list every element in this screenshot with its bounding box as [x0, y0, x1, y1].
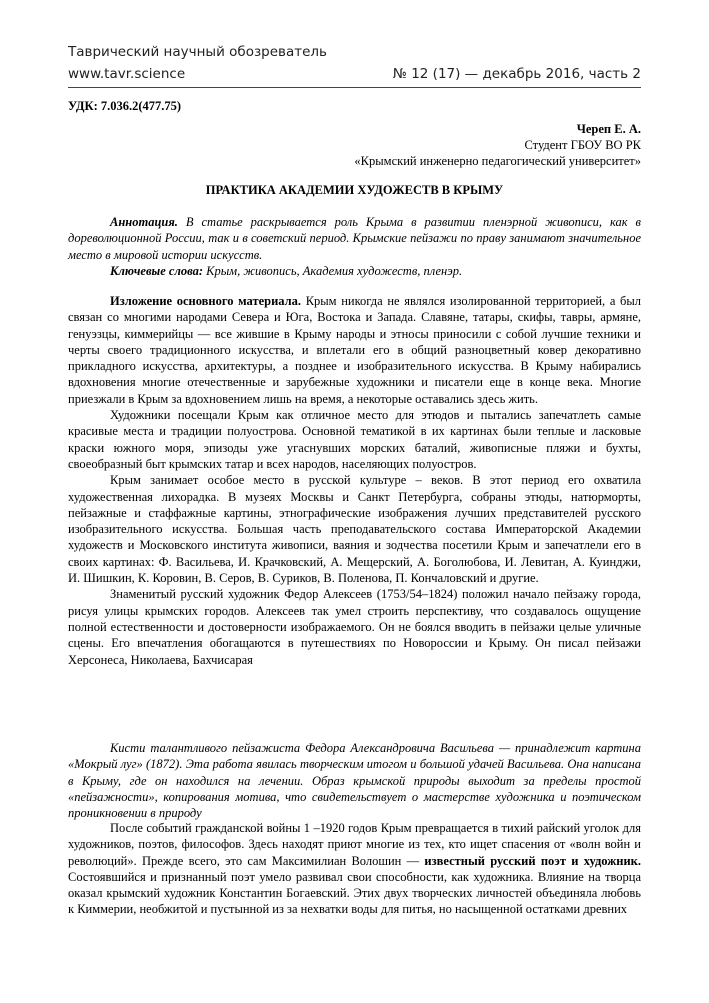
paragraph-2: Художники посещали Крым как отличное место для этюдов и пытались запечатлеть самые красивые места и традиции полуострова. Основной тематикой в их картинах были теплые и ласковые краски южного моря, эпизоды уже угаснувших морских баталий, живописные пляжи и бухты, своеобразный быт крымских татар и всех народов, населяющих полуостров.	[68, 408, 641, 471]
abstract-block	[68, 214, 641, 279]
italic-passage	[68, 740, 641, 821]
article-title: ПРАКТИКА АКАДЕМИИ ХУДОЖЕСТВ В КРЫМУ	[205, 183, 504, 197]
passage-text: Кисти талантливого пейзажиста Федора Александровича Васильева — принадлежит картина «Мокрый луг» (1872). Эта работа явилась творческим итогом и большой удачей Васильева. Она написана в Крыму, где он находился на лечении. Образ крымской природы выходит за пределы простой «пейзажности», копирования мотива, что свидетельствует о мастерстве художника и поэтическом проникновении в природу	[68, 741, 641, 821]
keywords-label: Ключевые слова:	[110, 263, 204, 278]
author-name: Череп Е. А.	[576, 122, 641, 136]
author-block	[354, 121, 641, 169]
paragraph-1: Крым никогда не являлся изолированной территорией, а был связан со многими народами Севера и Юга, Востока и Запада. Славяне, татары, скифы, тавры, армяне, генуэзцы, киммерийцы — все жившие в Крыму народы и этносы приносили с собой лучшие техники и черты своего традиционного искусства, и вплетали его в общий разноцветный ковер декоративно прикладного искусства, архитектуры, а позднее и изобразительного искусства. В Крыму набирались вдохновения многие отечественные и зарубежные художники и писатели еще в конце века. Многие приезжали в Крым за вдохновением лишь на время, а некоторые оставались здесь жить.	[68, 294, 641, 406]
issue-info: № 12 (17) — декабрь 2016, часть 2	[392, 66, 641, 82]
author-affiliation: «Крымский инженерно педагогический университет»	[354, 154, 641, 168]
abstract-label: Аннотация.	[110, 215, 178, 229]
section-heading: Изложение основного материала.	[110, 294, 302, 308]
paragraph-4: Знаменитый русский художник Федор Алексеев (1753/54–1824) положил начало пейзажу города, рисуя улицы крымских городов. Алексеев так умел строить перспективу, что создавалось ощущение полной естественности и достоверности изображаемого. Он не боялся вводить в пейзажи целые уличные сцены. Его впечатления обогащаются в путешествиях по Новороссии и Крыму. Он писал пейзажи Херсонеса, Николаева, Бахчисарая	[68, 587, 641, 667]
udk-code: УДК: 7.036.2(477.75)	[68, 99, 182, 113]
body-continued	[68, 820, 641, 918]
abstract-text: В статье раскрывается роль Крыма в развитии пленэрной живописи, как в дореволюционной России, так и в советский период. Крымские пейзажи по праву занимают значительное место в мировой истории искусств.	[68, 215, 641, 262]
header-divider	[68, 87, 641, 88]
author-position: Студент ГБОУ ВО РК	[524, 138, 641, 152]
paragraph-5-bold: известный русский поэт и художник.	[424, 853, 641, 868]
journal-url[interactable]: www.tavr.science	[68, 66, 186, 82]
paragraph-5-start: После событий гражданской войны 1 –1920 годов Крым превращается в тихий райский уголок для художников, поэтов, философов. Здесь находят приют многие из тех, кто ищет спасения от «волн войн и революций». Прежде всего, это сам Максимилиан Волошин —	[68, 821, 641, 868]
keywords-text: Крым, живопись, Академия художеств, пленэр.	[203, 263, 463, 278]
main-body	[68, 293, 641, 668]
journal-title: Таврический научный обозреватель	[68, 44, 328, 60]
paragraph-5-end: Состоявшийся и признанный поэт умело развивал свои способности, как художника. Влияние на творца оказал крымский художник Константин Богаевский. Этих двух творческих личностей объединяла любовь к Киммерии, необжитой и пустынной из за нехватки воды для питья, но насыщенной остатками древних	[68, 869, 641, 917]
paragraph-3: Крым занимает особое место в русской культуре – веков. В этот период его охватила художественная лихорадка. В музеях Москвы и Санкт Петербурга, собраны этюды, натюрморты, пейзажные и стаффажные картины, этнографические изображения лучших представителей русского изобразительного искусства. Большая часть преподавательского состава Императорской Академии художеств и Московского института живописи, ваяния и зодчества посетили Крым и запечатлели его в своих картинах: Ф. Васильева, И. Крачковский, А. Мещерский, А. Боголюбова, И. Левитан, А. Куинджи, И. Шишкин, К. Коровин, В. Серов, В. Суриков, В. Поленова, П. Кончаловский и другие.	[68, 473, 641, 586]
